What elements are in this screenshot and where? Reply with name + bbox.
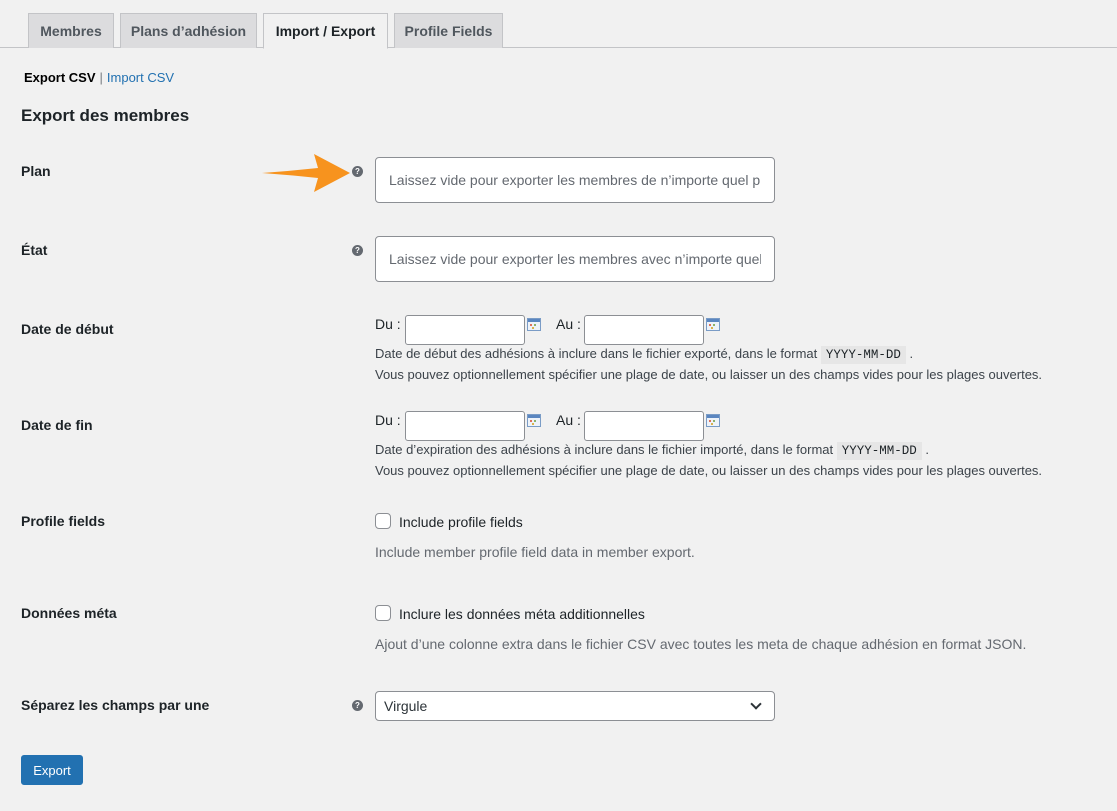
include-meta-checkbox[interactable] — [375, 605, 391, 621]
profile-fields-description: Include member profile field data in member export. — [375, 544, 695, 560]
include-profile-fields-checkbox[interactable] — [375, 513, 391, 529]
orange-arrow-annotation — [260, 152, 352, 194]
subnav-import-csv-link[interactable]: Import CSV — [106, 70, 175, 85]
date-fin-label: Date de fin — [21, 417, 93, 433]
date-debut-from-input[interactable] — [405, 315, 525, 345]
etat-help-icon[interactable]: ? — [352, 245, 363, 256]
tab-bar — [0, 0, 1117, 48]
date-debut-desc-range: Vous pouvez optionnellement spécifier une plage de date, ou laisser un des champs vides pour les plages ouvertes. — [375, 367, 1043, 382]
plan-input[interactable] — [375, 157, 775, 203]
date-debut-desc-text: Date de début des adhésions à inclure dans le fichier exporté, dans le format — [375, 346, 818, 361]
include-profile-fields-label[interactable]: Include profile fields — [399, 514, 523, 530]
meta-description: Ajout d’une colonne extra dans le fichier CSV avec toutes les meta de chaque adhésion en format JSON. — [375, 636, 1027, 652]
separator-help-icon[interactable]: ? — [352, 700, 363, 711]
date-debut-du-label: Du : — [375, 316, 401, 332]
subnav-export-csv: Export CSV — [24, 70, 96, 85]
date-fin-au-label: Au : — [556, 412, 581, 428]
subnav-separator: | — [99, 70, 103, 85]
separator-select[interactable] — [375, 691, 775, 721]
subnav — [24, 70, 174, 85]
meta-label: Données méta — [21, 605, 117, 621]
separator-label: Séparez les champs par une — [21, 697, 210, 713]
calendar-icon[interactable] — [706, 414, 720, 427]
calendar-icon[interactable] — [527, 414, 541, 427]
chevron-down-icon — [750, 698, 761, 709]
date-fin-to-input[interactable] — [584, 411, 704, 441]
plan-label: Plan — [21, 163, 51, 179]
plan-help-icon[interactable]: ? — [352, 166, 363, 177]
etat-label: État — [21, 242, 48, 258]
date-fin-from-input[interactable] — [405, 411, 525, 441]
date-debut-label: Date de début — [21, 321, 114, 337]
profile-fields-label: Profile fields — [21, 513, 106, 529]
date-debut-to-input[interactable] — [584, 315, 704, 345]
tab-import-export[interactable]: Import / Export — [263, 13, 388, 49]
tab-plans-adhesion[interactable]: Plans d’adhésion — [120, 13, 257, 48]
etat-input[interactable] — [375, 236, 775, 282]
calendar-icon[interactable] — [706, 318, 720, 331]
calendar-icon[interactable] — [527, 318, 541, 331]
date-debut-description — [375, 344, 1042, 384]
include-meta-label[interactable]: Inclure les données méta additionnelles — [399, 606, 645, 622]
date-debut-desc-dot: . — [909, 346, 914, 361]
tab-membres[interactable]: Membres — [28, 13, 114, 48]
date-fin-desc-text: Date d’expiration des adhésions à inclure dans le fichier importé, dans le format — [375, 442, 834, 457]
section-title: Export des membres — [21, 106, 190, 125]
date-debut-au-label: Au : — [556, 316, 581, 332]
date-fin-description — [375, 440, 1042, 480]
separator-selected-value: Virgule — [384, 698, 428, 714]
date-format-code: YYYY-MM-DD — [837, 442, 922, 460]
date-format-code: YYYY-MM-DD — [821, 346, 906, 364]
export-button[interactable]: Export — [21, 755, 83, 785]
date-fin-desc-range: Vous pouvez optionnellement spécifier une plage de date, ou laisser un des champs vides pour les plages ouvertes. — [375, 463, 1043, 478]
date-fin-du-label: Du : — [375, 412, 401, 428]
date-fin-desc-dot: . — [925, 442, 930, 457]
tab-profile-fields[interactable]: Profile Fields — [394, 13, 503, 48]
